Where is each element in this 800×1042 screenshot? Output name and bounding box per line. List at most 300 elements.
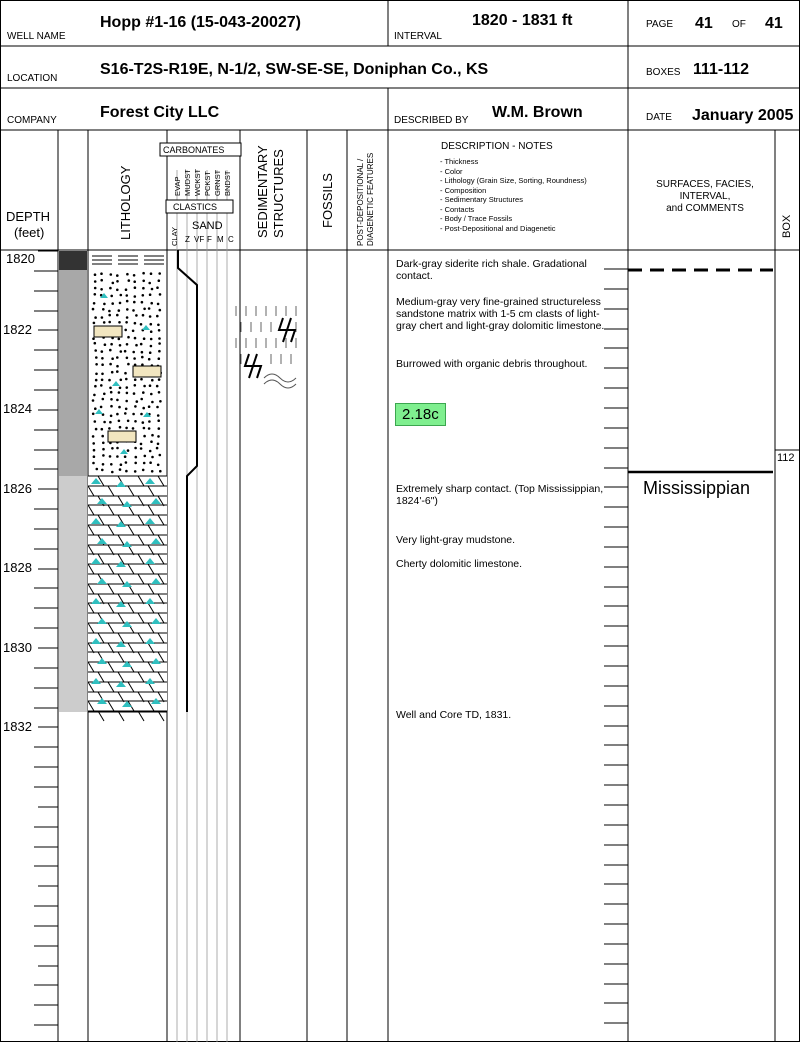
sand-grain: [124, 372, 127, 375]
sand-grain: [148, 405, 151, 408]
date-value: January 2005: [692, 107, 794, 124]
sand-grain: [94, 293, 97, 296]
desc-item: - Post-Depositional and Diagenetic: [440, 223, 556, 233]
surface-label: Mississippian: [643, 478, 751, 498]
sand-grain: [118, 309, 121, 312]
surfaces-header-3: and COMMENTS: [666, 203, 744, 214]
sand-grain: [134, 470, 137, 473]
chert-grain: [95, 409, 103, 414]
sand-grain: [110, 295, 113, 298]
sand-grain: [150, 323, 153, 326]
sand-grain: [118, 406, 121, 409]
sand-grain: [157, 303, 160, 306]
sand-grain: [110, 391, 113, 394]
surfaces-header-1: SURFACES, FACIES,: [656, 179, 754, 190]
sand-grain: [156, 447, 159, 450]
sand-grain: [94, 316, 97, 319]
desc-item: - Color: [440, 166, 463, 176]
sand-grain: [118, 420, 121, 423]
carb-type-grnst: GRNST: [213, 169, 222, 196]
sand-grain: [116, 447, 119, 450]
sand-grain: [142, 469, 145, 472]
sand-grain: [135, 456, 138, 459]
sand-grain: [95, 379, 98, 382]
sample-tag: 2.18c: [395, 403, 446, 426]
page-label: PAGE: [646, 19, 674, 30]
sand-grain: [125, 408, 128, 411]
sand-grain: [119, 302, 122, 305]
sand-grain: [100, 406, 103, 409]
sand-grain: [134, 462, 137, 465]
sand-grain: [126, 273, 129, 276]
sand-grain: [112, 282, 115, 285]
fossils-header: FOSSILS: [320, 173, 335, 228]
boxes-value: 111-112: [693, 61, 750, 78]
sand-grain: [116, 413, 119, 416]
depth-label: 1822: [3, 322, 32, 337]
sand-grain: [143, 427, 146, 430]
company: Forest City LLC: [100, 104, 220, 121]
page-total: 41: [765, 15, 783, 32]
sand-grain: [94, 280, 97, 283]
sand-grain: [93, 455, 96, 458]
sand-grain: [142, 391, 145, 394]
grain-c: C: [228, 235, 234, 244]
sand-grain: [101, 428, 104, 431]
sand-grain: [144, 455, 147, 458]
sand-grain: [150, 302, 153, 305]
sand-grain: [119, 426, 122, 429]
sand-grain: [126, 392, 129, 395]
sedimentary-header-1: SEDIMENTARY: [255, 145, 270, 238]
box-header: BOX: [781, 214, 793, 238]
note-ticks: [604, 269, 628, 1042]
sand-grain: [140, 447, 143, 450]
sand-grain: [109, 287, 112, 290]
sand-grain: [134, 337, 137, 340]
desc-item: - Thickness: [440, 157, 479, 166]
sand-grain: [143, 308, 146, 311]
desc-items: [440, 157, 587, 233]
sand-grain: [149, 450, 152, 453]
sand-grain: [101, 435, 104, 438]
sand-grain: [142, 272, 145, 275]
sand-grain: [136, 400, 139, 403]
sand-grain: [102, 463, 105, 466]
sand-grain: [119, 468, 122, 471]
grain-z: Z: [185, 235, 190, 244]
sand-grain: [103, 421, 106, 424]
sand-grain: [150, 393, 153, 396]
sand-grain: [116, 314, 119, 317]
sand-grain: [156, 385, 159, 388]
sand-grain: [158, 350, 161, 353]
sand-grain: [125, 461, 128, 464]
surfaces-header-2: INTERVAL,: [679, 191, 731, 202]
sand-grain: [102, 454, 105, 457]
interval-value: 1820 - 1831 ft: [472, 12, 573, 29]
sand-grain: [124, 350, 127, 353]
sand-grain: [116, 370, 119, 373]
grain-size-lines: [177, 170, 227, 1042]
sand-grain: [134, 384, 137, 387]
sand-grain: [101, 469, 104, 472]
grain-vf: VF: [194, 235, 205, 244]
grain-m: M: [217, 235, 224, 244]
sand-grain: [142, 407, 145, 410]
sand-grain: [124, 455, 127, 458]
sand-grain: [126, 300, 129, 303]
sand-grain: [92, 399, 95, 402]
grain-f: F: [207, 235, 212, 244]
sand-grain: [119, 344, 122, 347]
sand-grain: [151, 379, 154, 382]
post-dep-header-2: DIAGENETIC FEATURES: [366, 152, 375, 246]
sand-grain: [148, 427, 151, 430]
sand-grain: [157, 443, 160, 446]
sand-grain: [133, 280, 136, 283]
sand-grain: [142, 314, 145, 317]
sand-grain: [110, 273, 113, 276]
sand-grain: [108, 321, 111, 324]
sand-grain: [124, 412, 127, 415]
company-label: COMPANY: [7, 115, 57, 126]
sand-grain: [158, 329, 161, 332]
grain-size-profile: [178, 250, 197, 712]
sand-grain: [159, 400, 162, 403]
sand-grain: [116, 289, 119, 292]
desc-title: DESCRIPTION - NOTES: [441, 141, 553, 152]
sand-grain: [149, 293, 152, 296]
sand-grain: [116, 356, 119, 359]
sand-grain: [134, 295, 137, 298]
sand-grain: [116, 274, 119, 277]
sand-grain: [108, 427, 111, 430]
sand-grain: [119, 387, 122, 390]
sand-grain: [120, 463, 123, 466]
sand-grain: [151, 401, 154, 404]
sand-grain: [103, 393, 106, 396]
sand-grain: [120, 350, 123, 353]
sand-grain: [156, 286, 159, 289]
note-td: Well and Core TD, 1831.: [396, 709, 512, 721]
sand-grain: [124, 329, 127, 332]
sand-grain: [159, 309, 162, 312]
sand-grain: [126, 294, 129, 297]
sand-grain: [126, 316, 129, 319]
sand-grain: [118, 338, 121, 341]
burrow-symbol: [245, 318, 295, 378]
sand-grain: [102, 308, 105, 311]
shale-color-bar: [59, 251, 87, 270]
sand-grain: [92, 308, 95, 311]
sand-grain: [141, 356, 144, 359]
sand-grain: [100, 288, 103, 291]
sand-grain: [135, 344, 138, 347]
sand-grain: [101, 379, 104, 382]
sand-grain: [143, 435, 146, 438]
sand-grain: [132, 427, 135, 430]
sand-grain: [150, 345, 153, 348]
sand-grain: [108, 314, 111, 317]
sand-grain: [126, 386, 129, 389]
sand-grain: [132, 330, 135, 333]
sand-grain: [108, 310, 111, 313]
sand-grain: [150, 440, 153, 443]
carbonates-label: CARBONATES: [163, 145, 225, 155]
sand-grain: [111, 371, 114, 374]
sand-grain: [103, 321, 106, 324]
sand-grain: [135, 314, 138, 317]
sand-grain: [142, 287, 145, 290]
depth-header: DEPTH: [6, 209, 51, 224]
location: S16-T2S-R19E, N-1/2, SW-SE-SE, Doniphan Co., KS: [100, 61, 489, 78]
sand-grain: [120, 294, 123, 297]
sand-grain: [108, 379, 111, 382]
sand-grain: [125, 321, 128, 324]
sand-grain: [140, 323, 143, 326]
sand-grain: [93, 449, 96, 452]
sand-grain: [143, 385, 146, 388]
sand-grain: [93, 394, 96, 397]
depth-label: 1824: [3, 401, 32, 416]
sand-grain: [118, 391, 121, 394]
sand-grain: [125, 427, 128, 430]
sand-grain: [94, 407, 97, 410]
depth-ticks: [34, 251, 58, 1025]
sand-grain: [95, 373, 98, 376]
depth-label: 1828: [3, 560, 32, 575]
sand-grain: [126, 357, 129, 360]
desc-item: - Contacts: [440, 204, 475, 214]
carb-type-bndst: BNDST: [223, 170, 232, 196]
sand-grain: [111, 302, 114, 305]
sand-grain: [94, 273, 97, 276]
depth-label: 1826: [3, 481, 32, 496]
date-label: DATE: [646, 112, 672, 123]
sand-grain: [133, 274, 136, 277]
sand-grain: [100, 279, 103, 282]
interval-label: INTERVAL: [394, 31, 442, 42]
carb-type-pckst: PCKST: [203, 170, 212, 196]
of-label: OF: [732, 19, 746, 30]
sand-grain: [125, 378, 128, 381]
limestone-color-bar: [59, 476, 87, 712]
desc-item: - Lithology (Grain Size, Sorting, Roundness): [440, 176, 587, 185]
sand-grain: [128, 279, 131, 282]
sand-grain: [132, 351, 135, 354]
sand-grain: [125, 470, 128, 473]
sand-grain: [110, 343, 113, 346]
sand-grain: [151, 456, 154, 459]
sand-label: SAND: [192, 220, 223, 232]
sand-grain: [133, 392, 136, 395]
sand-grain: [140, 443, 143, 446]
sand-grain: [109, 363, 112, 366]
sedimentary-header-2: STRUCTURES: [271, 149, 286, 238]
sand-grain: [101, 357, 104, 360]
chert-grain: [112, 381, 120, 386]
sand-grain: [120, 379, 123, 382]
sand-grain: [148, 420, 151, 423]
sand-grain: [159, 470, 162, 473]
sand-grain: [109, 349, 112, 352]
sand-grain: [94, 349, 97, 352]
shale-lithology: [92, 256, 164, 264]
sand-grain: [133, 357, 136, 360]
sand-grain: [101, 363, 104, 366]
sand-grain: [150, 272, 153, 275]
sand-grain: [96, 468, 99, 471]
note-sandstone: Medium-gray very fine-grained structureless sandstone matrix with 1-5 cm clasts of light-gray chert and light-gray dolomitic limestone.: [396, 296, 605, 332]
sand-grain: [92, 337, 95, 340]
sand-grain: [157, 414, 160, 417]
sand-grain: [141, 351, 144, 354]
well-name: Hopp #1-16 (15-043-20027): [100, 14, 301, 31]
sand-grain: [95, 363, 98, 366]
sand-grain: [126, 343, 129, 346]
well-name-label: WELL NAME: [7, 31, 66, 42]
sand-grain: [110, 463, 113, 466]
box-number: 112: [777, 452, 795, 464]
sand-grain: [111, 357, 114, 360]
sand-grain: [92, 413, 95, 416]
sand-grain: [111, 447, 114, 450]
sand-grain: [116, 365, 119, 368]
sand-grain: [134, 286, 137, 289]
sand-grain: [100, 272, 103, 275]
sand-grain: [109, 387, 112, 390]
sand-grain: [140, 413, 143, 416]
carb-type-evap: EVAP: [173, 176, 182, 196]
sand-grain: [143, 462, 146, 465]
sand-grain: [151, 470, 154, 473]
sand-grain: [149, 384, 152, 387]
clay-label: CLAY: [170, 226, 179, 246]
note-contact: Extremely sharp contact. (Top Mississippian, 1824'-6"): [396, 483, 604, 507]
sand-grain: [142, 421, 145, 424]
depth-label: 1820: [6, 251, 35, 266]
sand-grain: [132, 413, 135, 416]
sand-grain: [116, 280, 119, 283]
sand-grain: [156, 315, 159, 318]
sand-grain: [93, 322, 96, 325]
sand-grain: [116, 399, 119, 402]
sand-grain: [151, 434, 154, 437]
sand-grain: [158, 272, 161, 275]
sand-grain: [110, 398, 113, 401]
structureless-symbol: [236, 306, 296, 364]
sand-grain: [149, 315, 152, 318]
sand-grain: [101, 373, 104, 376]
sand-grain: [92, 442, 95, 445]
sand-grain: [109, 455, 112, 458]
sand-grain: [158, 427, 161, 430]
sand-grain: [140, 343, 143, 346]
note-limestone: Cherty dolomitic limestone.: [396, 558, 523, 570]
described-by: W.M. Brown: [492, 104, 583, 121]
note-mudstone: Very light-gray mudstone.: [396, 534, 516, 546]
sand-grain: [150, 338, 153, 341]
sand-grain: [134, 405, 137, 408]
sand-grain: [148, 307, 151, 310]
sand-grain: [149, 461, 152, 464]
sand-grain: [93, 302, 96, 305]
depth-unit: (feet): [14, 225, 45, 240]
sand-grain: [142, 294, 145, 297]
desc-item: - Body / Trace Fossils: [440, 214, 513, 223]
sand-grain: [140, 398, 143, 401]
sand-grain: [92, 462, 95, 465]
sand-grain: [102, 442, 105, 445]
boxes-label: BOXES: [646, 67, 681, 78]
sand-grain: [127, 449, 130, 452]
sand-grain: [110, 415, 113, 418]
sand-grain: [125, 400, 128, 403]
sand-grain: [92, 435, 95, 438]
sand-grain: [158, 357, 161, 360]
sand-grain: [118, 321, 121, 324]
note-burrowed: Burrowed with organic debris throughout.: [396, 358, 588, 370]
sand-grain: [134, 378, 137, 381]
sand-grain: [125, 288, 128, 291]
lithology-header: LITHOLOGY: [118, 165, 133, 240]
sand-grain: [111, 471, 114, 474]
sand-grain: [158, 342, 161, 345]
sand-grain: [134, 420, 137, 423]
sand-grain: [127, 336, 130, 339]
sand-grain: [142, 280, 145, 283]
sand-grain: [94, 342, 97, 345]
sandstone-color-bar: [59, 270, 87, 476]
sand-grain: [156, 406, 159, 409]
chert-grain: [120, 449, 128, 454]
depth-label: 1830: [3, 640, 32, 655]
sand-grain: [148, 358, 151, 361]
sand-grain: [157, 419, 160, 422]
limestone-lithology: [88, 476, 167, 721]
sand-grain: [157, 464, 160, 467]
sand-grain: [157, 324, 160, 327]
sand-grain: [109, 421, 112, 424]
sand-grain: [94, 287, 97, 290]
sand-grain: [133, 301, 136, 304]
sand-grain: [95, 428, 98, 431]
sand-grain: [102, 398, 105, 401]
sand-grain: [127, 363, 130, 366]
sand-grain: [94, 420, 97, 423]
sand-grain: [102, 448, 105, 451]
sand-grain: [103, 303, 106, 306]
sand-grain: [104, 343, 107, 346]
sand-grain: [100, 384, 103, 387]
location-label: LOCATION: [7, 73, 58, 84]
page-number: 41: [695, 15, 713, 32]
sand-grain: [101, 350, 104, 353]
organic-debris-symbol: [264, 374, 296, 388]
sand-grain: [159, 293, 162, 296]
clastics-label: CLASTICS: [173, 202, 218, 212]
sand-grain: [151, 288, 154, 291]
sand-grain: [158, 378, 161, 381]
desc-item: - Sedimentary Structures: [440, 195, 523, 204]
sand-grain: [140, 378, 143, 381]
carb-type-mudst: MUDST: [183, 169, 192, 196]
sand-grain: [94, 385, 97, 388]
sand-grain: [159, 454, 162, 457]
sand-grain: [116, 455, 119, 458]
sand-grain: [134, 447, 137, 450]
